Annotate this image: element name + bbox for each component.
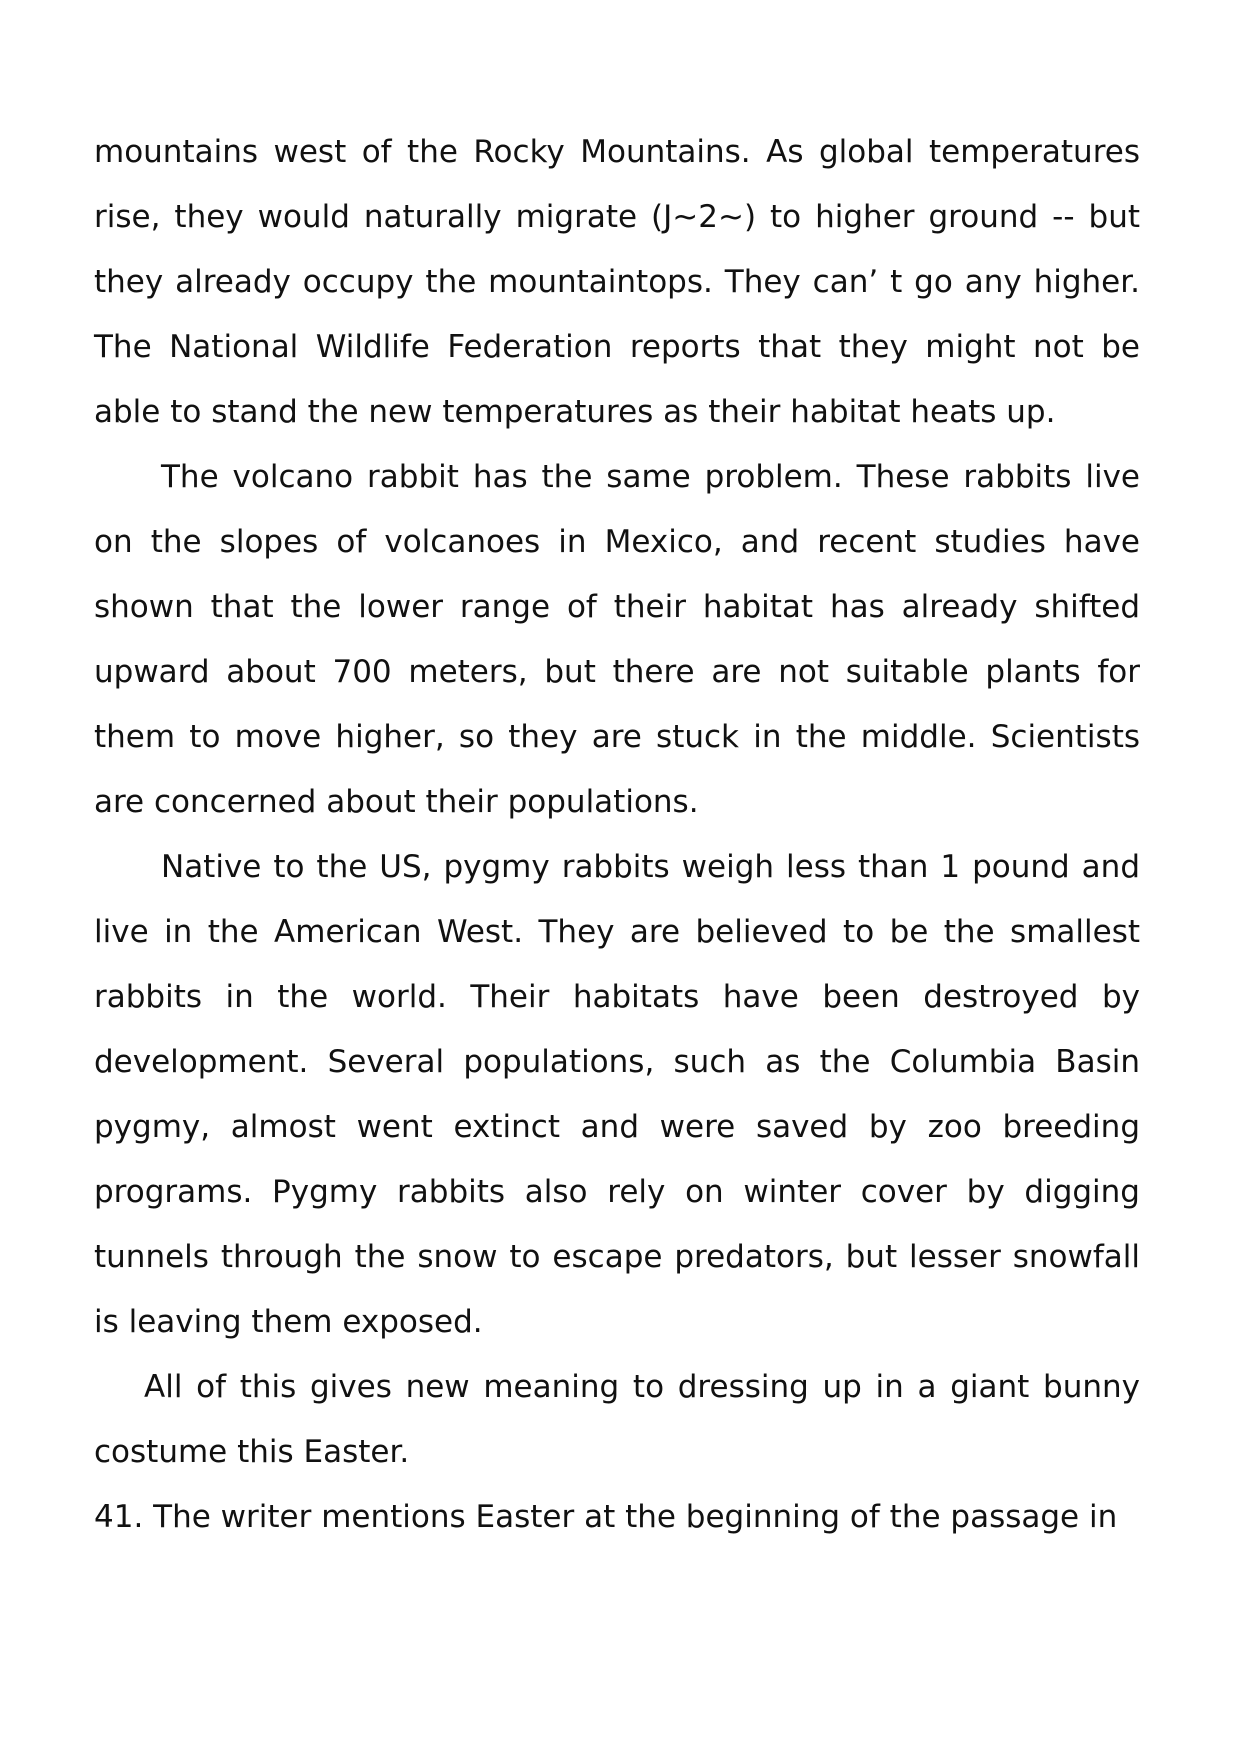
- paragraph-volcano-rabbit: The volcano rabbit has the same problem. These rabbits live on the slopes of volcanoes in Mexico, and recent studies have shown that the lower range of their habitat has already shifted upward about 700 meters, but there are not suitable plants for them to move higher, so they are stuck in the middle. Scientists are concerned about their populations.: [94, 459, 1140, 820]
- paragraph-easter: All of this gives new meaning to dressing up in a giant bunny costume this Easter.: [94, 1369, 1140, 1470]
- paragraph-pygmy-rabbits: Native to the US, pygmy rabbits weigh less than 1 pound and live in the American West. They are believed to be the smallest rabbits in the world. Their habitats have been destroyed by development. Several populations, such as the Columbia Basin pygmy, almost went extinct and were saved by zoo breeding programs. Pygmy rabbits also rely on winter cover by digging tunnels through the snow to escape predators, but lesser snowfall is leaving them exposed.: [94, 849, 1140, 1340]
- question-41: 41. The writer mentions Easter at the beginning of the passage in: [94, 1499, 1118, 1535]
- paragraph-mountain-rabbits: mountains west of the Rocky Mountains. As global temperatures rise, they would naturally migrate (J~2~) to higher ground -- but they already occupy the mountaintops. They can’ t go any higher. The National Wildlife Federation reports that they might not be able to stand the new temperatures as their habitat heats up.: [94, 134, 1140, 430]
- passage-text: [94, 120, 1140, 1550]
